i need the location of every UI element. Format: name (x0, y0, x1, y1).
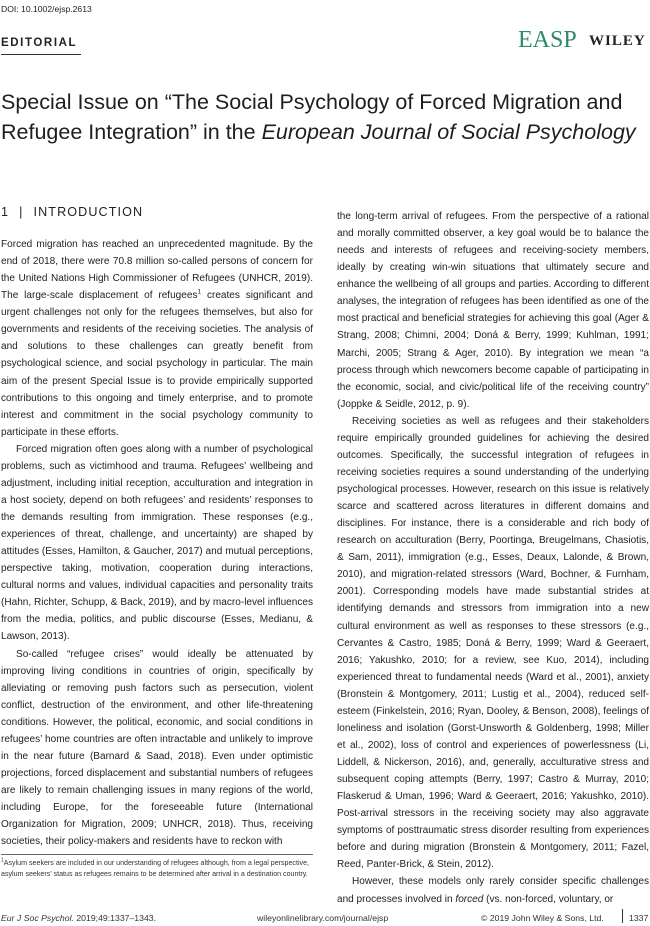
paragraph: the long-term arrival of refugees. From the perspective of a rational and morally committed observer, a key goal would be to balance the needs and interests of refugees and receiving-society members, ideally by creating win-win situations that ultimately secure and enhance the wellbeing of all groups and parties. According to different analyses, the integration of refugees has been identified as one of the most practical and beneficial strategies for achieving this goal (Ager & Strang, 2008; Chimni, 2004; Doná & Berry, 1999; Kuhlman, 1991; Marchi, 2005; Strang & Ager, 2010). By integration we mean “a process through which newcomers become capable of participating in the economic, social, and civic/political life of the receiving country” (Joppke & Seidle, 2012, p. 9). (337, 211, 649, 410)
footer-url-link[interactable]: wileyonlinelibrary.com/journal/ejsp (257, 913, 389, 923)
paragraph (337, 873, 649, 907)
paragraph-text: creates significant and urgent challenges not only for the refugees themselves, but also for governments and residents of the receiving societies. The analysis of and solutions to these challenges can greatly benefit from psychological science, and social psychology in particular. The main aim of the present Special Issue is to provide empirically supported contributions to this ongoing and timely enterprise, and to promote interest and commitment in the social psychology community to participate in these efforts. (1, 290, 314, 438)
paragraph-text: Forced migration has reached an unprecedented magnitude. By the end of 2018, there were 70.8 million so-called persons of concern for the United Nations High Commissioner of Refugees (UNHCR, 2019). The large-scale displacement of refugees (1, 239, 313, 302)
emphasis-text: forced (455, 893, 484, 905)
footer-copyright: © 2019 John Wiley & Sons, Ltd. (481, 913, 604, 923)
footer-journal-abbr: Eur J Soc Psychol. (1, 913, 74, 923)
article-title-main: Special Issue on “The Social Psychology of Forced Migration and Refugee Integration” in the (1, 90, 623, 144)
footnote-text: Asylum seekers are included in our understanding of refugees although, from a legal perspective, asylum seekers’ status as refugees remains to be determined after arrival in a destination country. (1, 859, 309, 878)
footnote-marker[interactable]: 1 (197, 288, 202, 296)
doi-label: DOI: 10.1002/ejsp.2613 (1, 4, 92, 14)
section-type-label: EDITORIAL (1, 37, 78, 49)
paragraph: Receiving societies as well as refugees and their stakeholders require empirically grounded guidelines for achieving the desired outcomes. Specifically, the successful integration of refugees in receiving societies requires a sound understanding of the underlying psychological processes. However, research on this issue is relatively scarce and scattered across literatures in different domains and disciplines. For instance, there is a considerable and rich body of research on acculturation (Berry, Poortinga, Breugelmans, Chasiotis, & Sam, 2011), immigration (e.g., Esses, Deaux, Lalonde, & Brown, 2010), and migration-related stressors (Ward, Bochner, & Furnham, 2001). Corresponding models have made substantial strides at identifying demands and stressors from immigration into a new cultural environment as well as responses to these stressors (e.g., Cervantes & Castro, 1985; Doná & Berry, 1999; Ward & Geeraert, 2016; Yakushko, 2010; for a review, see Kuo, 2014), including experienced threat to fundamental needs (Ward et al., 2001), anxiety (Bronstein & Montgomery, 2011; Lustig et al., 2004), reduced self-esteem (Finkelstein, 2016; Ryan, Dooley, & Benson, 2008), feelings of loneliness and isolation (Gorst-Unsworth & Goldenberg, 1998; Miller et al., 2002), loss of control and experiences of powerlessness (Li, Liddell, & Nickerson, 2016), and, generally, acculturative stress and subsequent coping attempts (Berry, 1997; Castro & Murray, 2010; Flaskerud & Uman, 1996; Ward & Geeraert, 2016; Yakushko, 2010). Post-arrival stressors in the receiving society may also aggravate symptoms of posttraumatic stress disorder resulting from experiences before and during migration (Bronstein & Montgomery, 2011; Fazel, Reed, Panter-Brick, & Stein, 2012). (337, 415, 649, 871)
page-number: 1337 (629, 913, 649, 923)
paragraph-text: (vs. non-forced, voluntary, or (483, 893, 614, 905)
section-type-underline (1, 54, 81, 55)
footer-divider (622, 909, 623, 923)
easp-logo: EASP (518, 27, 577, 53)
paragraph: Forced migration often goes along with a number of psychological problems, such as victimhood and trauma. Refugees’ wellbeing and adjustment, including initial reception, acculturation and integration in a host society, depend on both refugees’ and residents’ responses to the demands resulting from immigration. These responses (e.g., experiences of threat, challenge, and uncertainty) are shaped by attitudes (Esses, Hamilton, & Gaucher, 2017) and mutual perceptions, perspective taking, motivation, cooperation during interactions, cultural norms and values, individual capacities and personality traits (Hahn, Richter, Schupp, & Back, 2019), and by macro-level influences from the media, politics, and public discourse (Esses, Medianu, & Lawson, 2013). (1, 443, 313, 643)
section-title: INTRODUCTION (33, 205, 144, 219)
section-separator: | (19, 205, 24, 219)
footer-citation-text: 2019;49:1337–1343. (73, 913, 157, 923)
section-number: 1 (1, 205, 10, 219)
right-column (337, 208, 649, 908)
paragraph: So-called “refugee crises” would ideally be attenuated by improving living conditions in countries of origin, specifically by alleviating or removing push factors such as persecution, violent conflict, destruction of the environment, and other life-threatening conditions. However, the political, economic, and social conditions in refugees’ home countries are often intractable and unlikely to improve in the near future (Barnard & Saad, 2018). Even under optimistic projections, forced displacement and substantial numbers of refugees are likely to remain challenging issues in many regions of the world, including Europe, for the foreseeable future (International Organization for Migration, 2009; UNHCR, 2018). Thus, receiving societies, their policy-makers and residents have to reckon with (1, 648, 313, 848)
footnote-divider (1, 854, 313, 855)
wiley-logo: WILEY (589, 33, 646, 49)
footnote-number: 1 (1, 857, 4, 864)
paragraph-text: However, these models only rarely consider specific challenges and processes involved in (337, 876, 649, 905)
footnote (1, 858, 313, 880)
left-column (1, 236, 313, 850)
article-title (1, 88, 641, 147)
section-heading (1, 205, 143, 219)
article-title-journal: European Journal of Social Psychology (261, 119, 636, 144)
paragraph (1, 236, 313, 441)
footer-citation (1, 913, 156, 923)
